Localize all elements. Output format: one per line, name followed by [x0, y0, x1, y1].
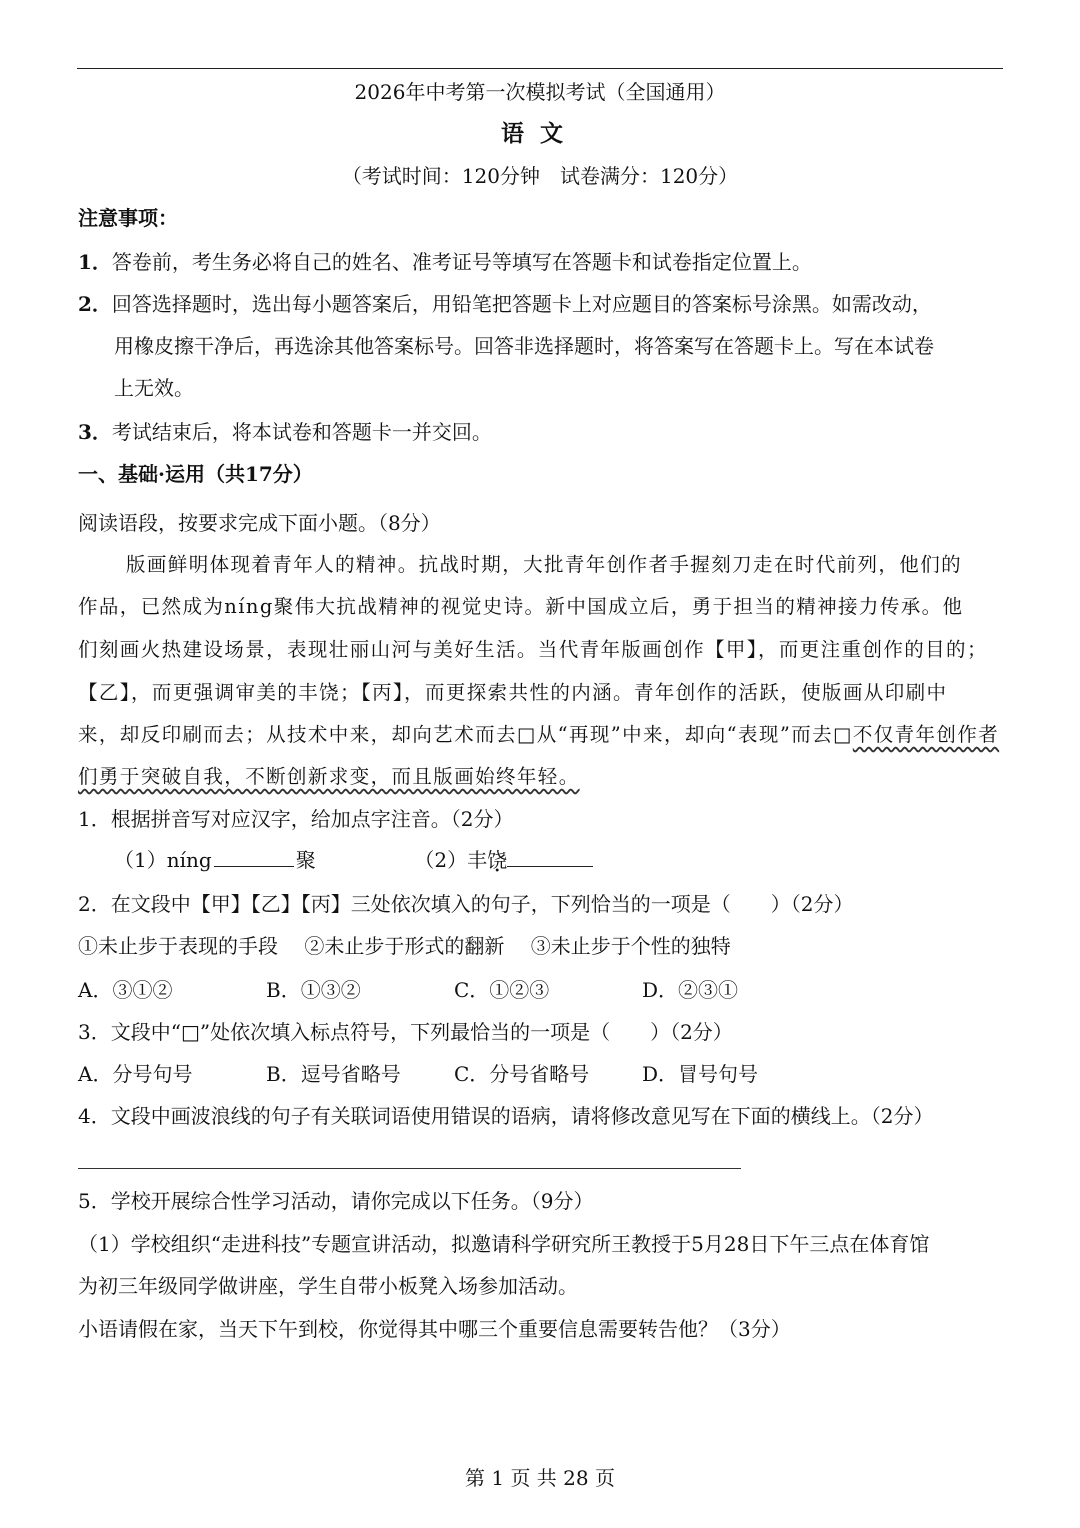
q2-option-d[interactable]: D．②③① — [642, 978, 739, 1002]
q4-answer-line[interactable] — [78, 1168, 741, 1169]
q3-stem: 3．文段中“□”处依次填入标点符号，下列最恰当的一项是（ ）（2分） — [78, 1020, 733, 1044]
q5-sub1-line2: 为初三年级同学做讲座，学生自带小板凳入场参加活动。 — [78, 1274, 578, 1298]
notice-item-2 — [78, 290, 1002, 318]
exam-info: （考试时间：120分钟 试卷满分：120分） — [341, 164, 739, 188]
page-number: 第 1 页 共 28 页 — [465, 1466, 615, 1490]
passage-text: 来，却反印刷而去；从技术中来，却向艺术而去□从“再现”中来，却向“表现”而去□ — [78, 723, 853, 746]
q3-options — [78, 1060, 1002, 1088]
notice-item-3 — [78, 418, 1002, 446]
notice-heading: 注意事项： — [78, 206, 178, 230]
notice-item-text: 回答选择题时，选出每小题答案后，用铅笔把答题卡上对应题目的答案标号涂黑。如需改动， — [111, 292, 932, 316]
wavy-sentence-end: 们勇于突破自我，不断创新求变，而且版画始终年轻。 — [78, 765, 580, 788]
q1-dotted-char: 饶 — [487, 848, 508, 872]
passage-line-6 — [78, 763, 1002, 791]
q2-stem: 2．在文段中【甲】【乙】【丙】三处依次填入的句子，下列恰当的一项是（ ）（2分） — [78, 892, 854, 916]
notice-item-num: 2． — [78, 292, 112, 316]
q5-stem: 5．学校开展综合性学习活动，请你完成以下任务。（9分） — [78, 1189, 594, 1213]
passage-line-2: 作品，已然成为níng聚伟大抗战精神的视觉史诗。新中国成立后，勇于担当的精神接力传承。他 — [78, 595, 964, 618]
q4-stem: 4．文段中画波浪线的句子有关联词语使用错误的语病，请将修改意见写在下面的横线上。（2分） — [78, 1104, 934, 1128]
subject-title: 语文 — [501, 120, 579, 147]
passage-line-4: 【乙】，而更强调审美的丰饶；【丙】，而更探索共性的内涵。青年创作的活跃，使版画从印刷中 — [78, 681, 948, 704]
q2-option-b[interactable]: B．①③② — [266, 978, 361, 1002]
notice-item-num: 1． — [78, 250, 112, 274]
notice-item-text: 考试结束后，将本试卷和答题卡一并交回。 — [111, 420, 492, 444]
notice-item-num: 3． — [78, 420, 112, 444]
q3-option-b[interactable]: B．逗号省略号 — [266, 1062, 401, 1086]
q2-sentences: ①未止步于表现的手段 ②未止步于形式的翻新 ③未止步于个性的独特 — [78, 934, 731, 958]
notice-item-2-cont1: 用橡皮擦干净后，再选涂其他答案标号。回答非选择题时，将答案写在答题卡上。写在本试卷 — [114, 334, 934, 358]
q2-options — [78, 976, 1002, 1004]
q1-parts — [78, 846, 1002, 874]
passage-line-1: 版画鲜明体现着青年人的精神。抗战时期，大批青年创作者手握刻刀走在时代前列，他们的 — [126, 553, 963, 576]
q1-part1-after: 聚 — [295, 848, 316, 872]
wavy-sentence-start: 不仅青年创作者 — [852, 723, 1000, 746]
q1-blank-2[interactable] — [507, 846, 593, 867]
q5-sub1-question: 小语请假在家，当天下午到校，你觉得其中哪三个重要信息需要转告他？（3分） — [78, 1317, 791, 1341]
q2-option-c[interactable]: C．①②③ — [454, 978, 550, 1002]
q1-blank-1[interactable] — [214, 846, 294, 867]
q2-option-a[interactable]: A．③①② — [78, 978, 173, 1002]
q5-sub1-line1: （1）学校组织“走进科技”专题宣讲活动，拟邀请科学研究所王教授于5月28日下午三点在体育馆 — [78, 1232, 930, 1256]
notice-item-2-cont2: 上无效。 — [114, 376, 194, 400]
q3-option-d[interactable]: D．冒号句号 — [642, 1062, 759, 1086]
notice-item-text: 答卷前，考生务必将自己的姓名、准考证号等填写在答题卡和试卷指定位置上。 — [111, 250, 812, 274]
top-rule — [77, 68, 1003, 69]
section-heading: 一、基础·运用（共17分） — [78, 462, 313, 486]
q3-option-a[interactable]: A．分号句号 — [78, 1062, 193, 1086]
section-intro: 阅读语段，按要求完成下面小题。（8分） — [78, 511, 441, 535]
q1-part2-label: （2）丰 — [414, 848, 488, 872]
q3-option-c[interactable]: C．分号省略号 — [454, 1062, 590, 1086]
notice-item-1 — [78, 248, 1002, 276]
exam-title: 2026年中考第一次模拟考试（全国通用） — [354, 80, 726, 104]
q1-part1-label: （1）níng — [114, 848, 212, 872]
passage-line-3: 们刻画火热建设场景，表现壮丽山河与美好生活。当代青年版画创作【甲】，而更注重创作的目的； — [78, 638, 988, 661]
passage-line-5 — [78, 721, 1002, 749]
q1-stem: 1．根据拼音写对应汉字，给加点字注音。（2分） — [78, 807, 514, 831]
